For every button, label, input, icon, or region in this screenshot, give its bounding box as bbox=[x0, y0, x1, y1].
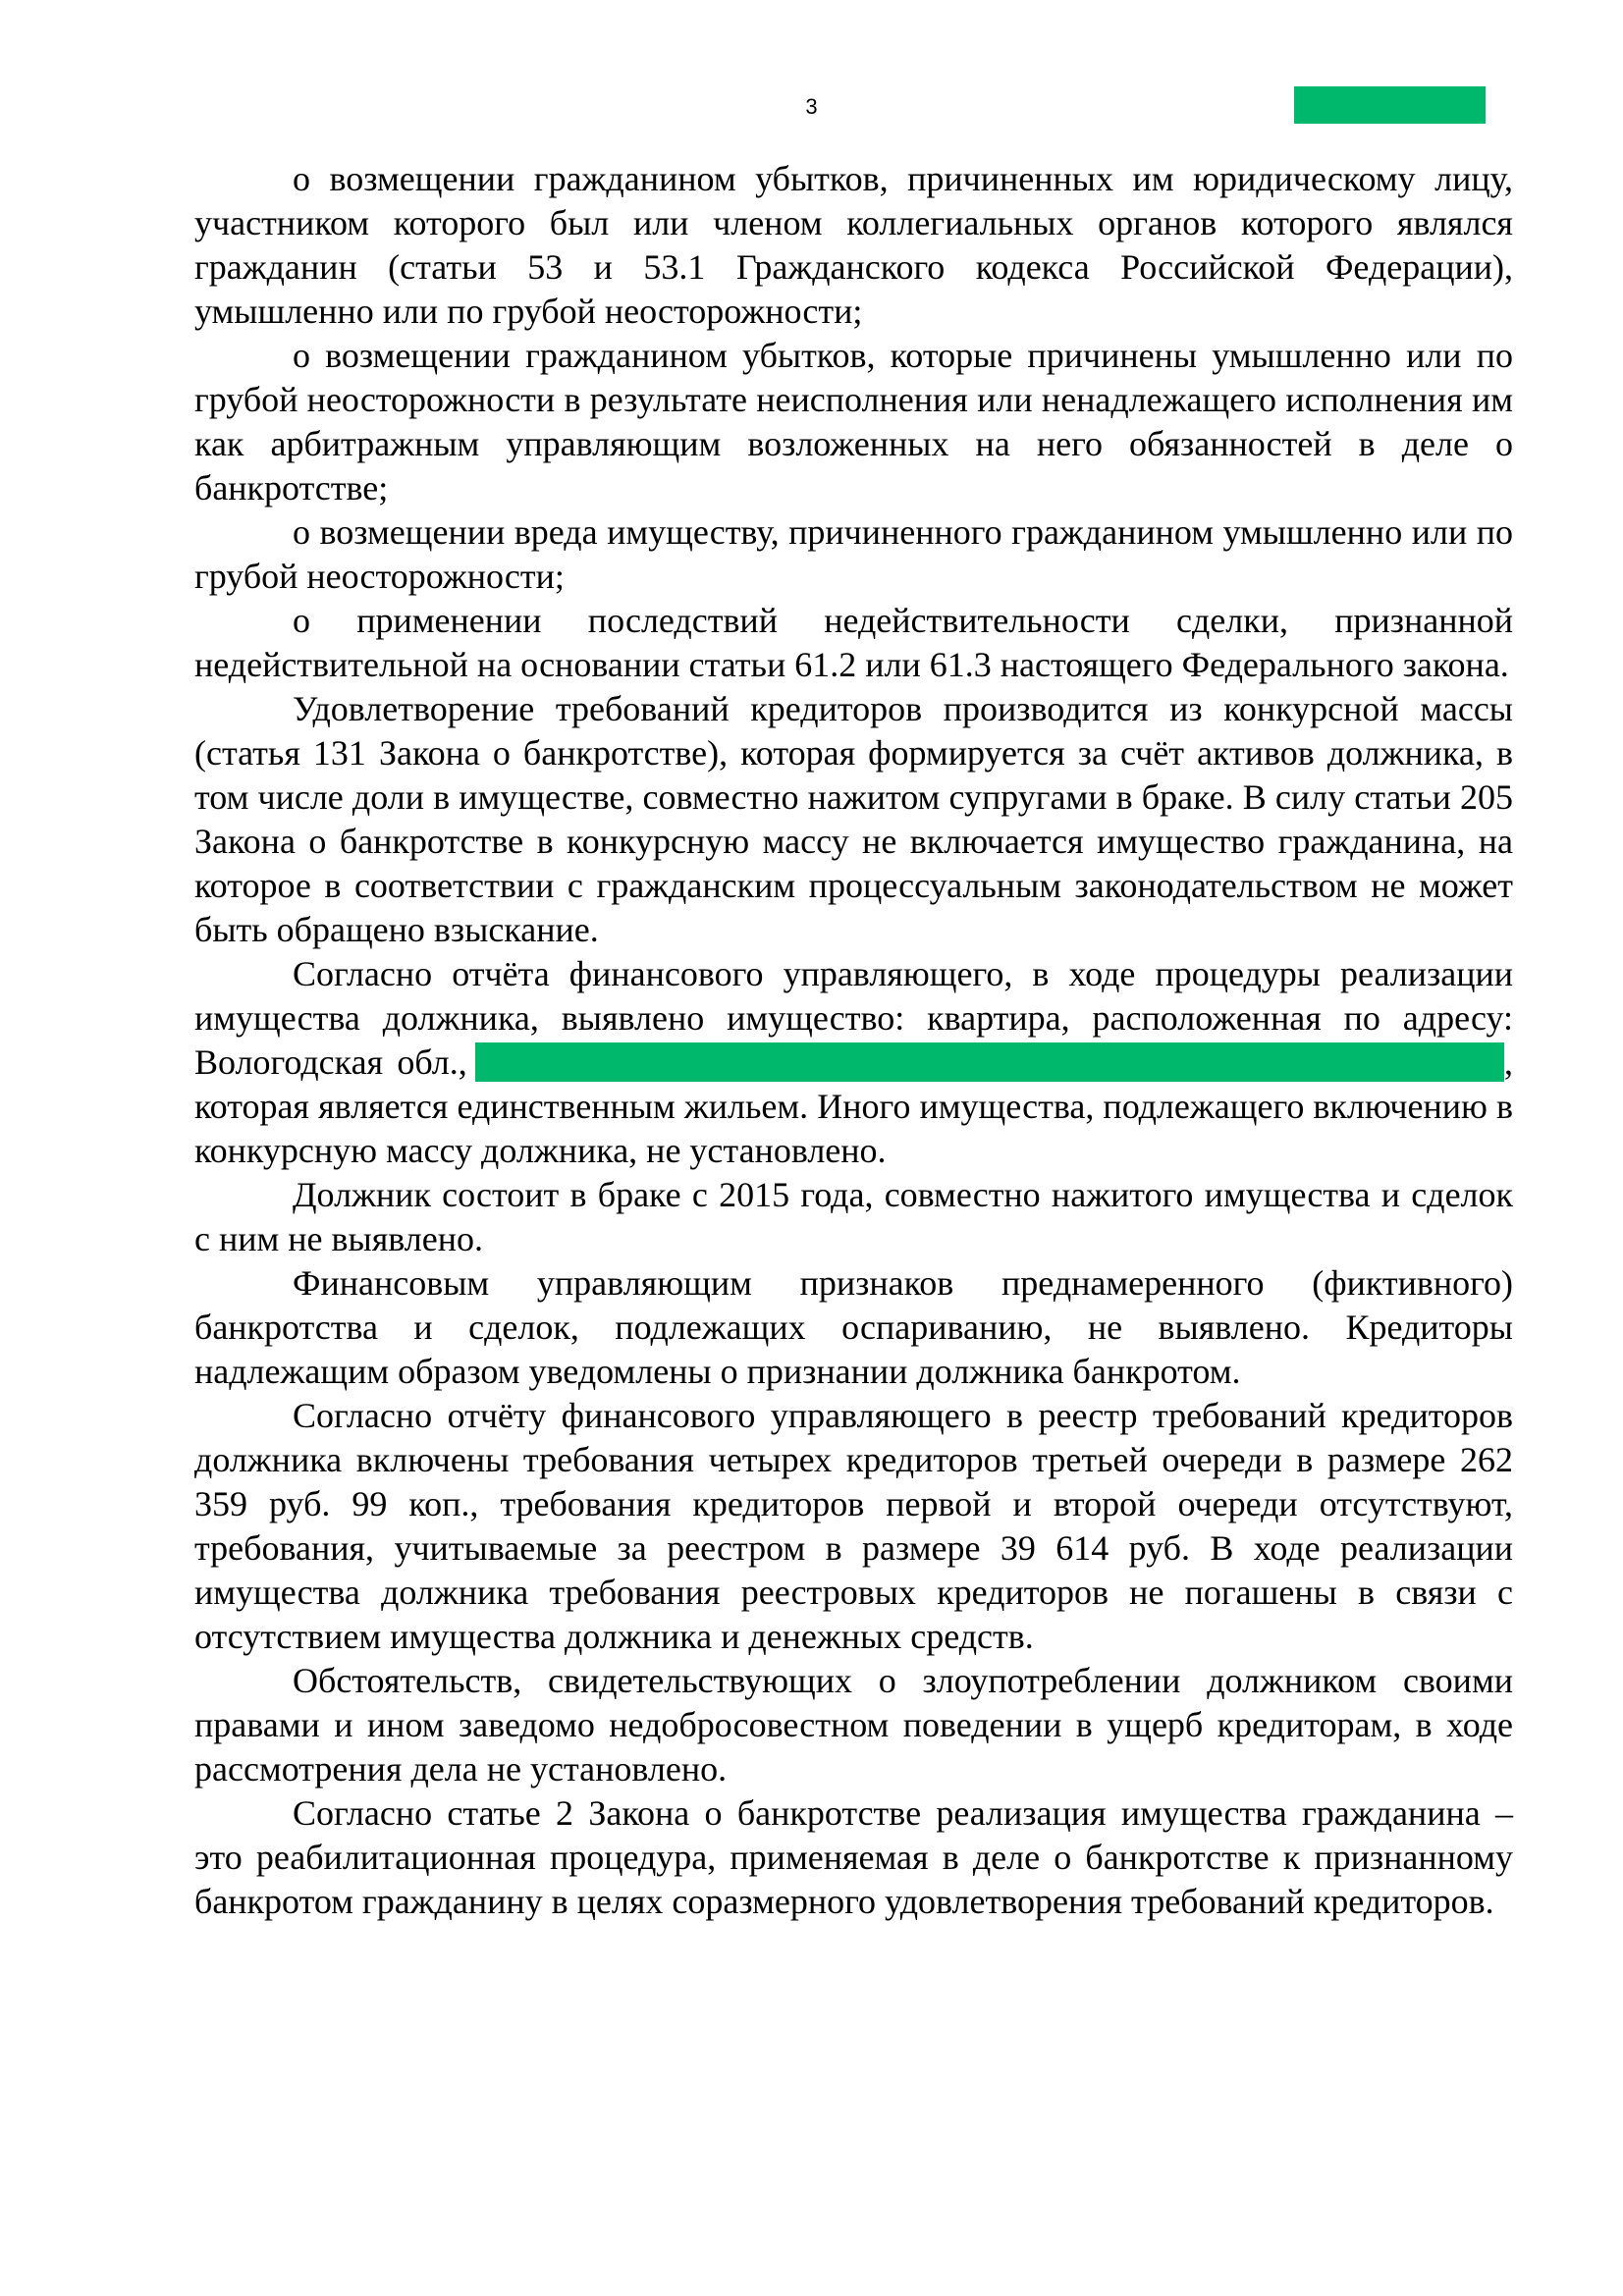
paragraph-7: Должник состоит в браке с 2015 года, совместно нажитого имущества и сделок с ним не выявлено. bbox=[194, 1175, 1513, 1258]
paragraph-3: о возмещении вреда имуществу, причиненного гражданином умышленно или по грубой неосторожности; bbox=[194, 512, 1513, 596]
redaction-block-address-1 bbox=[475, 1042, 1025, 1082]
redaction-block-address-2 bbox=[1021, 1042, 1504, 1082]
property-text-before: Согласно отчёта финансового управляющего, в ходе процедуры реализации имущества должника, выявлено имущество: квартира, расположенная по адресу: Вологодская обл., bbox=[194, 954, 1513, 1082]
paragraph-2: о возмещении гражданином убытков, которые причинены умышленно или по грубой неосторожности в результате неисполнения или ненадлежащего исполнения им как арбитражным управляющим возложенных на него обязанностей в деле о банкротстве; bbox=[194, 336, 1513, 507]
paragraph-1: о возмещении гражданином убытков, причиненных им юридическому лицу, участником которого был или членом коллегиальных органов которого являлся гражданин (статьи 53 и 53.1 Гражданского кодекса Российской Федерации), умышленно или по грубой неосторожности; bbox=[194, 159, 1513, 331]
paragraph-11: Согласно статье 2 Закона о банкротстве реализация имущества гражданина – это реабилитационная процедура, применяемая в деле о банкротстве к признанному банкротом гражданину в целях соразмерного удовлетворения требований кредиторов. bbox=[194, 1793, 1513, 1921]
page-number: 3 bbox=[805, 94, 818, 119]
document-body bbox=[194, 157, 1513, 1924]
paragraph-10: Обстоятельств, свидетельствующих о злоупотреблении должником своими правами и ином заведомо недобросовестном поведении в ущерб кредиторам, в ходе рассмотрения дела не установлено. bbox=[194, 1661, 1513, 1789]
paragraph-5: Удовлетворение требований кредиторов производится из конкурсной массы (статья 131 Закона о банкротстве), которая формируется за счёт активов должника, в том числе доли в имуществе, совместно нажитом супругами в браке. В силу статьи 205 Закона о банкротстве в конкурсную массу не включается имущество гражданина, на которое в соответствии с гражданским процессуальным законодательством не может быть обращено взыскание. bbox=[194, 689, 1513, 949]
property-text-after: , которая является единственным жильем. Иного имущества, подлежащего включению в конкурсную массу должника, не установлено. bbox=[194, 1042, 1513, 1170]
redaction-block-header bbox=[1294, 86, 1486, 124]
paragraph-4: о применении последствий недействительности сделки, признанной недействительной на основании статьи 61.2 или 61.3 настоящего Федерального закона. bbox=[194, 601, 1513, 684]
paragraph-property bbox=[194, 952, 1513, 1173]
paragraph-9: Согласно отчёту финансового управляющего в реестр требований кредиторов должника включены требования четырех кредиторов третьей очереди в размере 262 359 руб. 99 коп., требования кредиторов первой и второй очереди отсутствуют, требования, учитываемые за реестром в размере 39 614 руб. В ходе реализации имущества должника требования реестровых кредиторов не погашены в связи с отсутствием имущества должника и денежных средств. bbox=[194, 1396, 1513, 1656]
paragraph-8: Финансовым управляющим признаков преднамеренного (фиктивного) банкротства и сделок, подлежащих оспариванию, не выявлено. Кредиторы надлежащим образом уведомлены о признании должника банкротом. bbox=[194, 1263, 1513, 1391]
